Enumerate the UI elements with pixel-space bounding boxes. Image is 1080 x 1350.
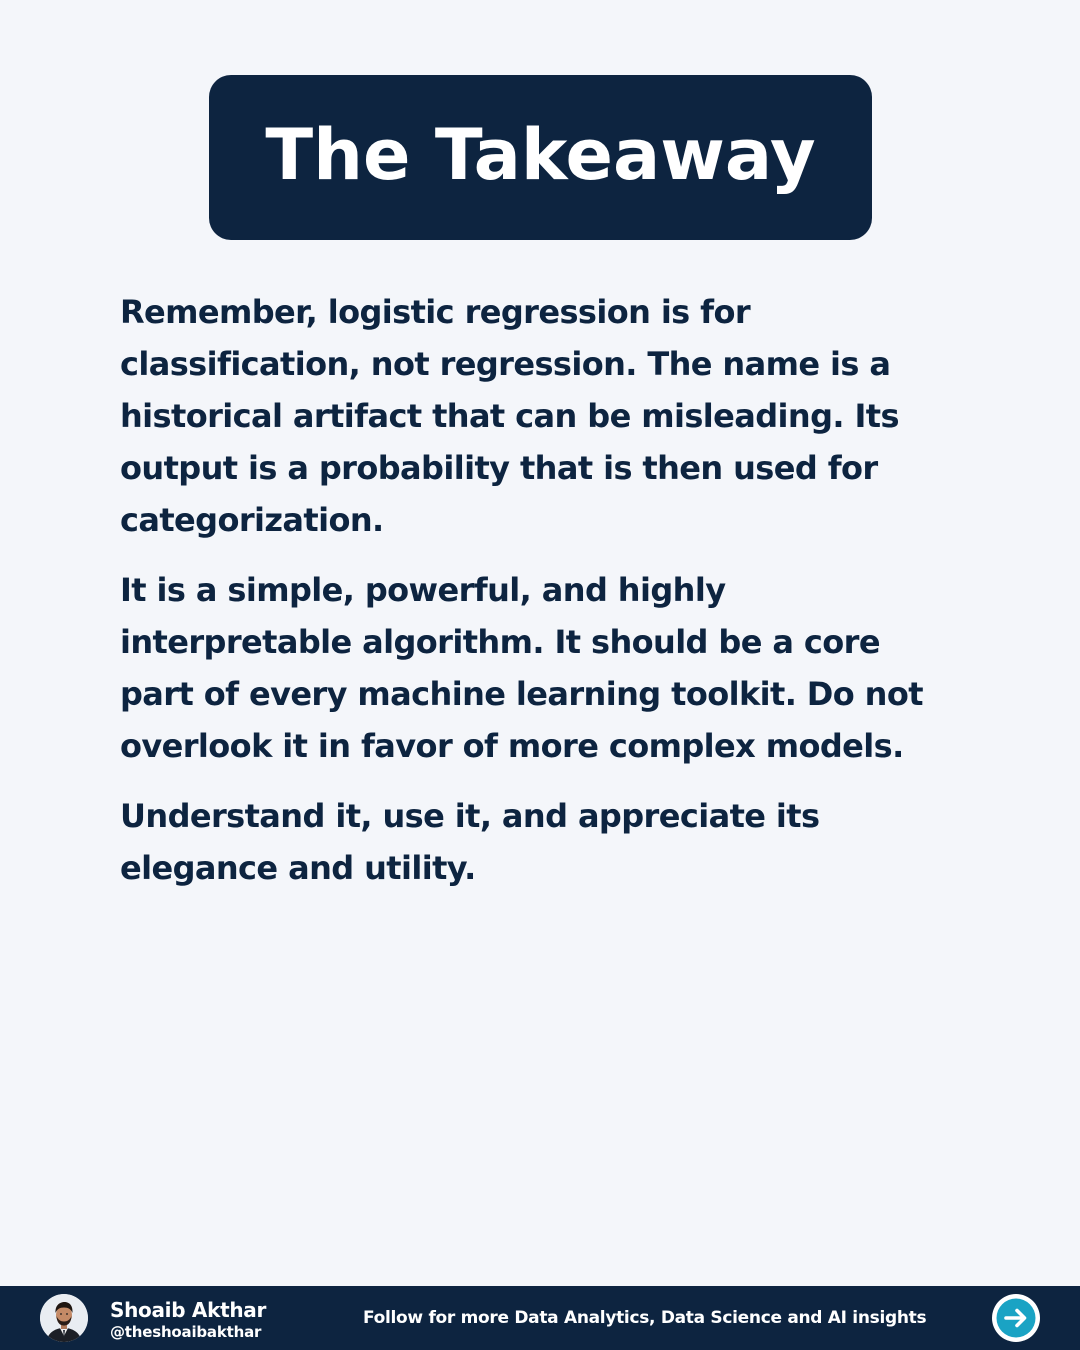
author-name: Shoaib Akthar xyxy=(110,1298,267,1322)
title-banner xyxy=(209,75,872,240)
page-title: The Takeaway xyxy=(265,113,816,196)
paragraph-2: It is a simple, powerful, and highly interpretable algorithm. It should be a core part of every machine learning toolkit. Do not overlook it in favor of more complex models. xyxy=(120,571,923,765)
arrow-right-circle-icon xyxy=(992,1294,1040,1342)
author-handle: @theshoaibakthar xyxy=(110,1323,262,1341)
avatar[interactable] xyxy=(40,1294,88,1342)
next-button[interactable] xyxy=(992,1294,1040,1342)
takeaway-content xyxy=(120,286,950,912)
paragraph-1: Remember, logistic regression is for classification, not regression. The name is a historical artifact that can be misleading. Its output is a probability that is then used for categorization. xyxy=(120,293,899,539)
footer-bar xyxy=(0,1286,1080,1350)
follow-tagline: Follow for more Data Analytics, Data Science and AI insights xyxy=(363,1308,927,1328)
avatar-portrait-icon xyxy=(40,1294,88,1342)
paragraph-3: Understand it, use it, and appreciate its elegance and utility. xyxy=(120,797,820,887)
